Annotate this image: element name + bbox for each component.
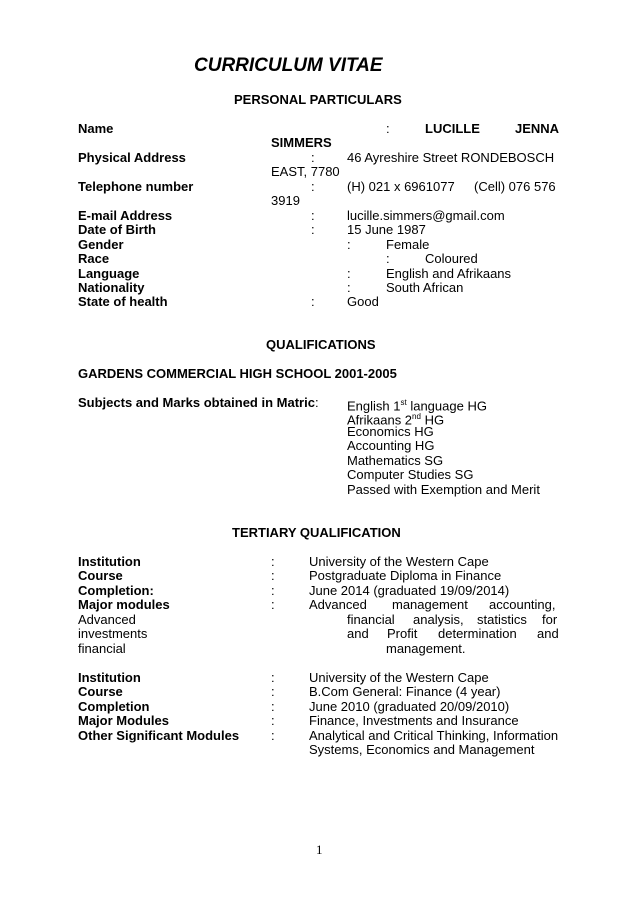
gender-label: Gender: [78, 237, 124, 252]
race-label: Race: [78, 251, 110, 266]
document-title: CURRICULUM VITAE: [194, 55, 383, 76]
completion-label: Completion:: [78, 583, 154, 598]
health-value: Good: [347, 294, 379, 309]
tertiary-heading: TERTIARY QUALIFICATION: [232, 525, 401, 540]
modules-left: investments: [78, 626, 148, 641]
race-colon: :: [386, 251, 390, 266]
subject-item: English 1st language HG: [347, 398, 487, 414]
colon: :: [271, 713, 275, 728]
nationality-value: South African: [386, 280, 464, 295]
name-last: SIMMERS: [271, 135, 332, 150]
colon: :: [271, 583, 275, 598]
other-modules-value: Analytical and Critical Thinking, Information: [309, 728, 559, 743]
subject-item: Economics HG: [347, 424, 434, 439]
colon: :: [271, 670, 275, 685]
modules-value: Finance, Investments and Insurance: [309, 713, 519, 728]
name-middle: JENNA: [515, 121, 560, 136]
gender-value: Female: [386, 237, 430, 252]
completion-label: Completion: [78, 699, 150, 714]
modules-word: Profit: [387, 626, 418, 641]
completion-value: June 2010 (graduated 20/09/2010): [309, 699, 510, 714]
other-modules-label: Other Significant Modules: [78, 728, 240, 743]
modules-label: Major Modules: [78, 713, 170, 728]
gender-colon: :: [347, 237, 351, 252]
dob-colon: :: [311, 222, 315, 237]
modules-label: Major modules: [78, 597, 170, 612]
modules-left: Advanced: [78, 612, 136, 627]
course-value: B.Com General: Finance (4 year): [309, 684, 501, 699]
health-label: State of health: [78, 294, 168, 309]
colon: :: [271, 728, 275, 743]
email-value[interactable]: lucille.simmers@gmail.com: [347, 208, 505, 223]
other-modules-cont: Systems, Economics and Management: [309, 742, 535, 757]
modules-word: management.: [386, 641, 466, 656]
colon: :: [271, 597, 275, 612]
name-first: LUCILLE: [425, 121, 480, 136]
course-label: Course: [78, 568, 123, 583]
address-value: 46 Ayreshire Street RONDEBOSCH: [347, 150, 555, 165]
subject-item: Afrikaans 2nd HG: [347, 412, 445, 428]
modules-word: and: [537, 626, 559, 641]
phone-colon: :: [311, 179, 315, 194]
subject-item: Accounting HG: [347, 438, 435, 453]
race-value: Coloured: [425, 251, 478, 266]
modules-word: for: [542, 612, 558, 627]
modules-word: determination: [438, 626, 517, 641]
institution-value: University of the Western Cape: [309, 670, 489, 685]
modules-word: financial: [347, 612, 395, 627]
phone-home: (H) 021 x 6961077: [347, 179, 455, 194]
course-label: Course: [78, 684, 123, 699]
colon: :: [271, 568, 275, 583]
modules-word: accounting,: [489, 597, 556, 612]
name-colon: :: [386, 121, 390, 136]
language-label: Language: [78, 266, 140, 281]
phone-cont: 3919: [271, 193, 300, 208]
dob-label: Date of Birth: [78, 222, 156, 237]
completion-value: June 2014 (graduated 19/09/2014): [309, 583, 510, 598]
address-colon: :: [311, 150, 315, 165]
institution-label: Institution: [78, 670, 141, 685]
modules-left: financial: [78, 641, 126, 656]
colon: :: [271, 554, 275, 569]
phone-label: Telephone number: [78, 179, 194, 194]
language-colon: :: [347, 266, 351, 281]
modules-word: and: [347, 626, 369, 641]
dob-value: 15 June 1987: [347, 222, 426, 237]
language-value: English and Afrikaans: [386, 266, 512, 281]
address-label: Physical Address: [78, 150, 186, 165]
modules-word: statistics: [477, 612, 527, 627]
nationality-colon: :: [347, 280, 351, 295]
page-number: 1: [316, 842, 323, 857]
colon: :: [271, 699, 275, 714]
personal-heading: PERSONAL PARTICULARS: [234, 92, 402, 107]
name-label: Name: [78, 121, 114, 136]
institution-value: University of the Western Cape: [309, 554, 489, 569]
health-colon: :: [311, 294, 315, 309]
subject-item: Computer Studies SG: [347, 467, 474, 482]
modules-word: Advanced: [309, 597, 367, 612]
subject-item: Mathematics SG: [347, 453, 444, 468]
phone-cell: (Cell) 076 576: [474, 179, 556, 194]
qualifications-heading: QUALIFICATIONS: [266, 337, 376, 352]
modules-word: management: [392, 597, 468, 612]
school-name: GARDENS COMMERCIAL HIGH SCHOOL 2001-2005: [78, 366, 397, 381]
colon: :: [271, 684, 275, 699]
subject-item: Passed with Exemption and Merit: [347, 482, 540, 497]
address-cont: EAST, 7780: [271, 164, 340, 179]
subjects-label: Subjects and Marks obtained in Matric:: [78, 395, 319, 410]
modules-word: analysis,: [413, 612, 464, 627]
course-value: Postgraduate Diploma in Finance: [309, 568, 502, 583]
email-label: E-mail Address: [78, 208, 173, 223]
institution-label: Institution: [78, 554, 141, 569]
nationality-label: Nationality: [78, 280, 145, 295]
email-colon: :: [311, 208, 315, 223]
